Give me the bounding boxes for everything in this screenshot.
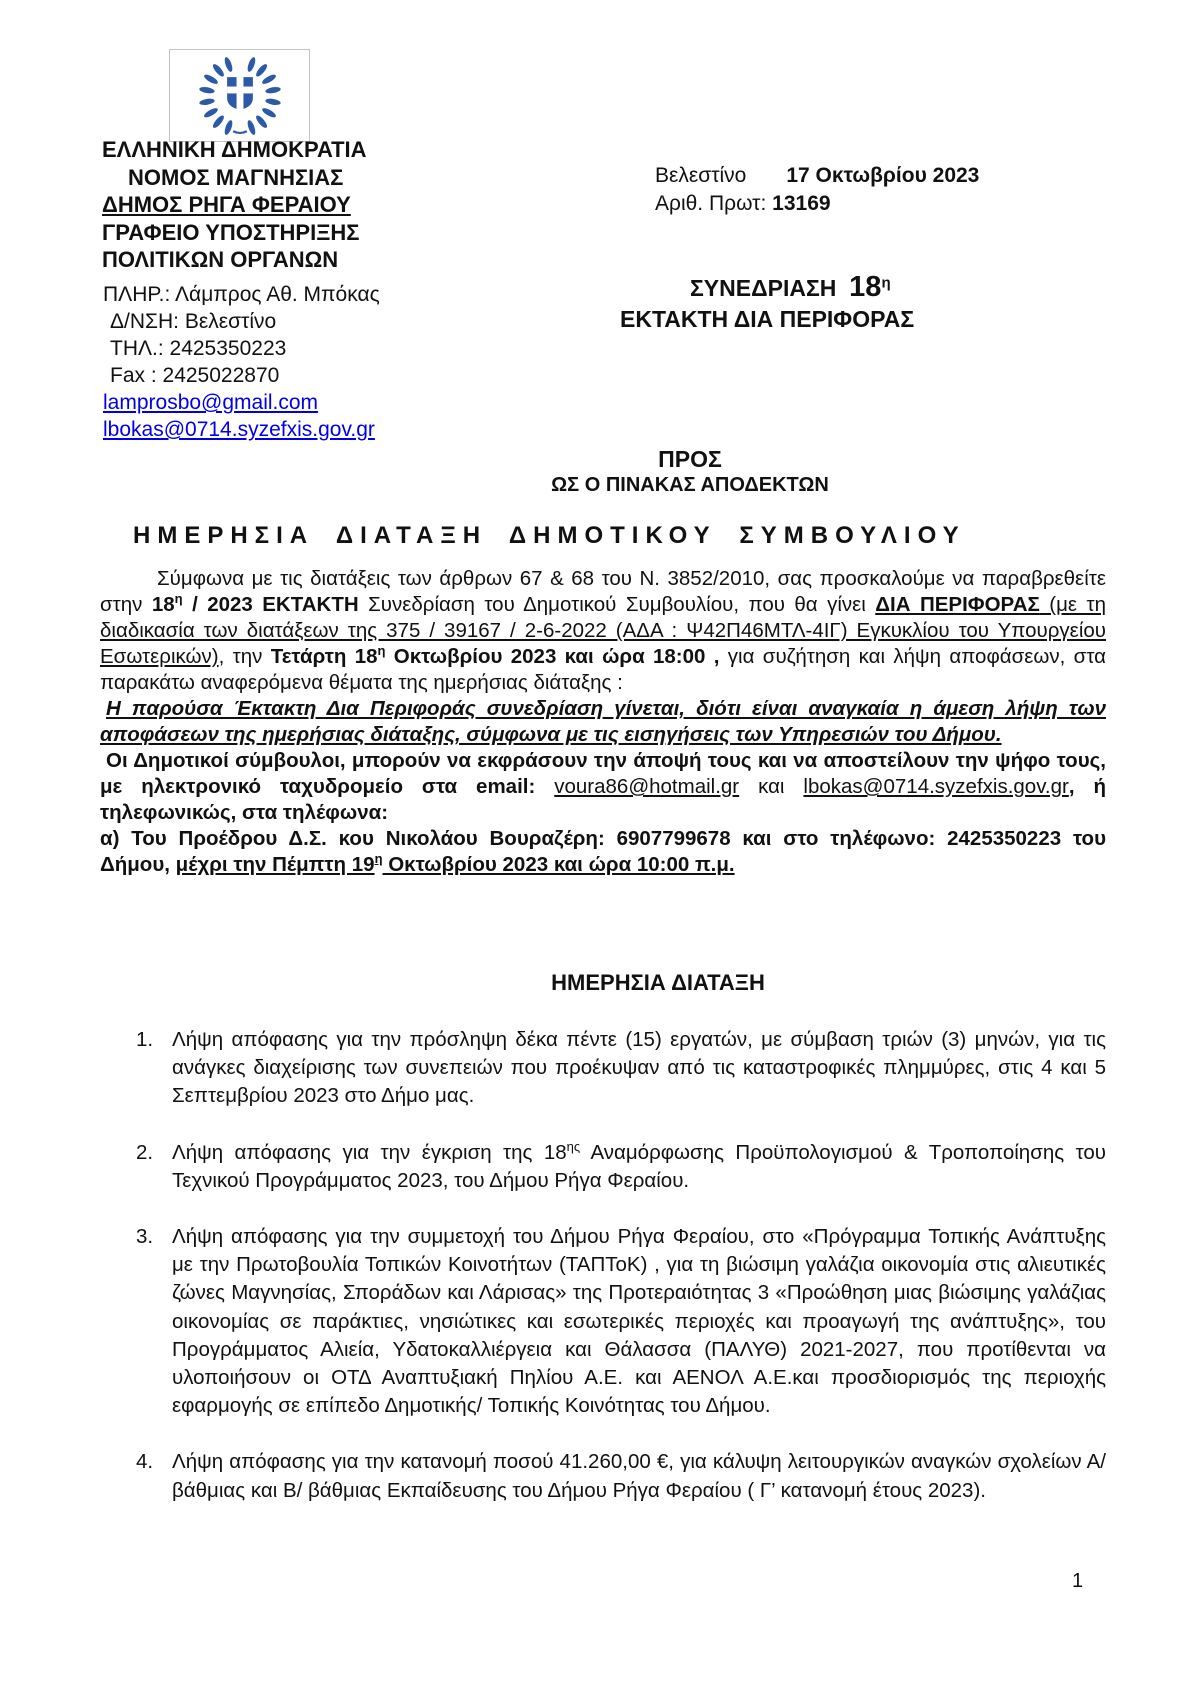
session-ref-number: 18 <box>151 593 175 616</box>
meta-block <box>655 162 979 218</box>
date-line <box>655 162 979 190</box>
page-number: 1 <box>1072 1570 1084 1592</box>
org-line-prefecture: ΝΟΜΟΣ ΜΑΓΝΗΣΙΑΣ <box>128 164 344 190</box>
intro-text-4: για συζήτηση και λήψη αποφάσεων, στα παρακάτω αναφερόμενα θέματα της ημερήσιας διάταξης : <box>100 645 1106 694</box>
agenda-list <box>100 1026 1106 1533</box>
session-number: 18 <box>849 271 882 303</box>
contact-email-2-link[interactable]: lbokas@0714.syzefxis.gov.gr <box>103 418 375 441</box>
org-line-office-1: ΓΡΑΦΕΙΟ ΥΠΟΣΤΗΡΙΞΗΣ <box>102 219 360 245</box>
session-type: ΕΚΤΑΚΤΗ ΔΙΑ ΠΕΡΙΦΟΡΑΣ <box>620 306 915 332</box>
emblem-frame <box>169 49 310 142</box>
contact-email-1-link[interactable]: lamprosbo@gmail.com <box>103 391 319 414</box>
voting-text-2: και <box>739 775 804 798</box>
session-label: ΣΥΝΕΔΡΙΑΣΗ <box>690 275 837 301</box>
organization-block <box>102 136 367 274</box>
meeting-day-pre: Τετάρτη 18 <box>270 645 378 668</box>
date-value: 17 Οκτωβρίου 2023 <box>786 164 980 187</box>
contact-block <box>103 281 380 443</box>
agenda-item-2-number: 2. <box>136 1140 154 1164</box>
agenda-item-3-number: 3. <box>136 1225 154 1249</box>
voting-instructions <box>100 748 1106 826</box>
greek-national-emblem-icon <box>196 53 284 139</box>
president-contact-paragraph <box>100 826 1106 878</box>
recipient-table-label: ΩΣ Ο ΠΙΝΑΚΑΣ ΑΠΟΔΕΚΤΩΝ <box>551 474 829 496</box>
org-line-municipality: ΔΗΜΟΣ ΡΗΓΑ ΦΕΡΑΙΟΥ <box>102 192 351 217</box>
protocol-number: 13169 <box>772 192 831 215</box>
session-ref-rest: / 2023 ΕΚΤΑΚΤΗ <box>182 593 359 616</box>
deadline-rest: Οκτωβρίου 2023 και ώρα 10:00 π.μ. <box>382 853 735 876</box>
agenda-item-1-text: Λήψη απόφασης για την πρόσληψη δέκα πέντε (15) εργατών, με σύμβαση τριών (3) μηνών, για τις ανάγκες διαχείρισης των συνεπειών που προέκυψαν από τις καταστροφικές πλημμύρες, στις 4 και 5 Σεπτεμβρίου 2023 στο Δήμο μας. <box>172 1028 1106 1108</box>
agenda-item-1 <box>100 1026 1106 1111</box>
meeting-datetime: Οκτωβρίου 2023 και ώρα 18:00 , <box>385 645 720 668</box>
contact-address: Δ/ΝΣΗ: Βελεστίνο <box>110 310 277 333</box>
voting-email-2-link[interactable]: lbokas@0714.syzefxis.gov.gr <box>803 775 1069 798</box>
contact-phone: ΤΗΛ.: 2425350223 <box>110 337 287 360</box>
recipient-block <box>551 446 829 498</box>
contact-person: ΠΛΗΡ.: Λάμπρος Αθ. Μπόκας <box>103 283 380 306</box>
circular-reference: (με τη διαδικασία των διατάξεων της 375 / 39167 / 2-6-2022 (ΑΔΑ : Ψ42Π46ΜΤΛ-4ΙΓ) Εγκυκλίου του Υπουργείου Εσωτερικών) <box>100 593 1106 668</box>
agenda-item-2-text-post: Αναμόρφωσης Προϋπολογισμού & Τροποποίησης του Τεχνικού Προγράμματος 2023, του Δήμου Ρήγα Φεραίου. <box>172 1140 1106 1192</box>
meeting-day-sup: η <box>377 643 386 659</box>
agenda-item-2-text: Λήψη απόφασης για την έγκριση της 18 <box>172 1140 567 1164</box>
session-title <box>620 272 914 304</box>
intro-text-3: , την <box>218 645 271 668</box>
intro-text-2: Συνεδρίαση του Δημοτικού Συμβουλίου, που θα γίνει <box>358 593 876 616</box>
document-body <box>100 566 1106 878</box>
contact-fax: Fax : 2425022870 <box>110 364 280 387</box>
urgency-statement: Η παρούσα Έκτακτη Δια Περιφοράς συνεδρίαση γίνεται, διότι είναι αναγκαία η άμεση λήψη των αποφάσεων της ημερήσιας διάταξης, σύμφωνα με τις εισηγήσεις των Υπηρεσιών του Δήμου. <box>100 697 1106 746</box>
session-ref-sup: η <box>174 591 183 607</box>
deadline-sup: η <box>374 851 383 867</box>
agenda-item-3-text: Λήψη απόφασης για την συμμετοχή του Δήμου Ρήγα Φεραίου, στο «Πρόγραμμα Τοπικής Ανάπτυξης με την Πρωτοβουλία Τοπικών Κοινοτήτων (ΤΑΠΤοΚ) , για τη βιώσιμη γαλάζια οικονομία στις αλιευτικές ζώνες Μαγνησίας, Σποράδων και Λάρισας» της Προτεραιότητας 3 «Προώθηση μιας βιώσιμης γαλάζιας οικονομίας σε παράκτιες, νησιώτικες και εσωτερικές περιοχές και προαγωγή της ανάπτυξης», του Προγράμματος Αλιεία, Υδατοκαλλιέργεια και Θάλασσα (ΠΑΛΥΘ) 2021-2027, που προτίθενται να υλοποιήσουν οι ΟΤΔ Αναπτυξιακή Πηλίου Α.Ε. και ΑΕΝΟΛ Α.Ε.και προσδιορισμός της περιοχής εφαρμογής σε επίπεδο Δημοτικής/ Τοπικής Κοινότητας του Δήμου. <box>172 1225 1106 1418</box>
president-contact-text: α) Του Προέδρου Δ.Σ. κου Νικολάου Βουραζέρη: 6907799678 και στο τηλέφωνο: 2425350223 του Δήμου, <box>100 827 1106 876</box>
agenda-item-3 <box>100 1223 1106 1420</box>
protocol-line <box>655 190 979 218</box>
voting-text-1: Οι Δημοτικοί σύμβουλοι, μπορούν να εκφράσουν την άποψή τους και να αποστείλουν την ψήφο τους, με ηλεκτρονικό ταχυδρομείο στα email: <box>100 749 1106 798</box>
org-line-republic: ΕΛΛΗΝΙΚΗ ΔΗΜΟΚΡΑΤΙΑ <box>102 137 367 162</box>
agenda-item-4 <box>100 1448 1106 1504</box>
voting-email-1-link[interactable]: voura86@hotmail.gr <box>554 775 740 798</box>
agenda-item-4-number: 4. <box>136 1450 154 1474</box>
deadline-pre: μέχρι την Πέμπτη 19 <box>175 853 375 876</box>
protocol-label: Αριθ. Πρωτ: <box>655 192 767 215</box>
session-block <box>620 272 914 335</box>
place-label: Βελεστίνο <box>655 164 747 187</box>
agenda-item-1-number: 1. <box>136 1028 154 1051</box>
agenda-heading: ΗΜΕΡΗΣΙΑ ΔΙΑΤΑΞΗ <box>551 970 765 995</box>
session-number-suffix: η <box>881 274 891 292</box>
agenda-item-4-text: Λήψη απόφασης για την κατανομή ποσού 41.260,00 €, για κάλυψη λειτουργικών αναγκών σχολείων Α/βάθμιας και Β/ βάθμιας Εκπαίδευσης του Δήμου Ρήγα Φεραίου ( Γ’ κατανομή έτους 2023). <box>172 1450 1106 1502</box>
intro-paragraph <box>100 566 1106 696</box>
recipient-to-label: ΠΡΟΣ <box>658 446 722 472</box>
voting-text-3: , ή τηλεφωνικώς, στα τηλέφωνα: <box>100 775 1106 824</box>
dia-perifora-label: ΔΙΑ ΠΕΡΙΦΟΡΑΣ <box>875 593 1040 616</box>
agenda-item-2 <box>100 1139 1106 1195</box>
org-line-office-2: ΠΟΛΙΤΙΚΩΝ ΟΡΓΑΝΩΝ <box>102 247 339 272</box>
document-title: ΗΜΕΡΗΣΙΑ ΔΙΑΤΑΞΗ ΔΗΜΟΤΙΚΟΥ ΣΥΜΒΟΥΛΙΟΥ <box>133 522 966 549</box>
agenda-item-2-sup: ης <box>566 1138 581 1154</box>
intro-text-1: Σύμφωνα με τις διατάξεις των άρθρων 67 & 68 του Ν. 3852/2010, σας προσκαλούμε να παραβρεθείτε στην <box>100 567 1106 616</box>
